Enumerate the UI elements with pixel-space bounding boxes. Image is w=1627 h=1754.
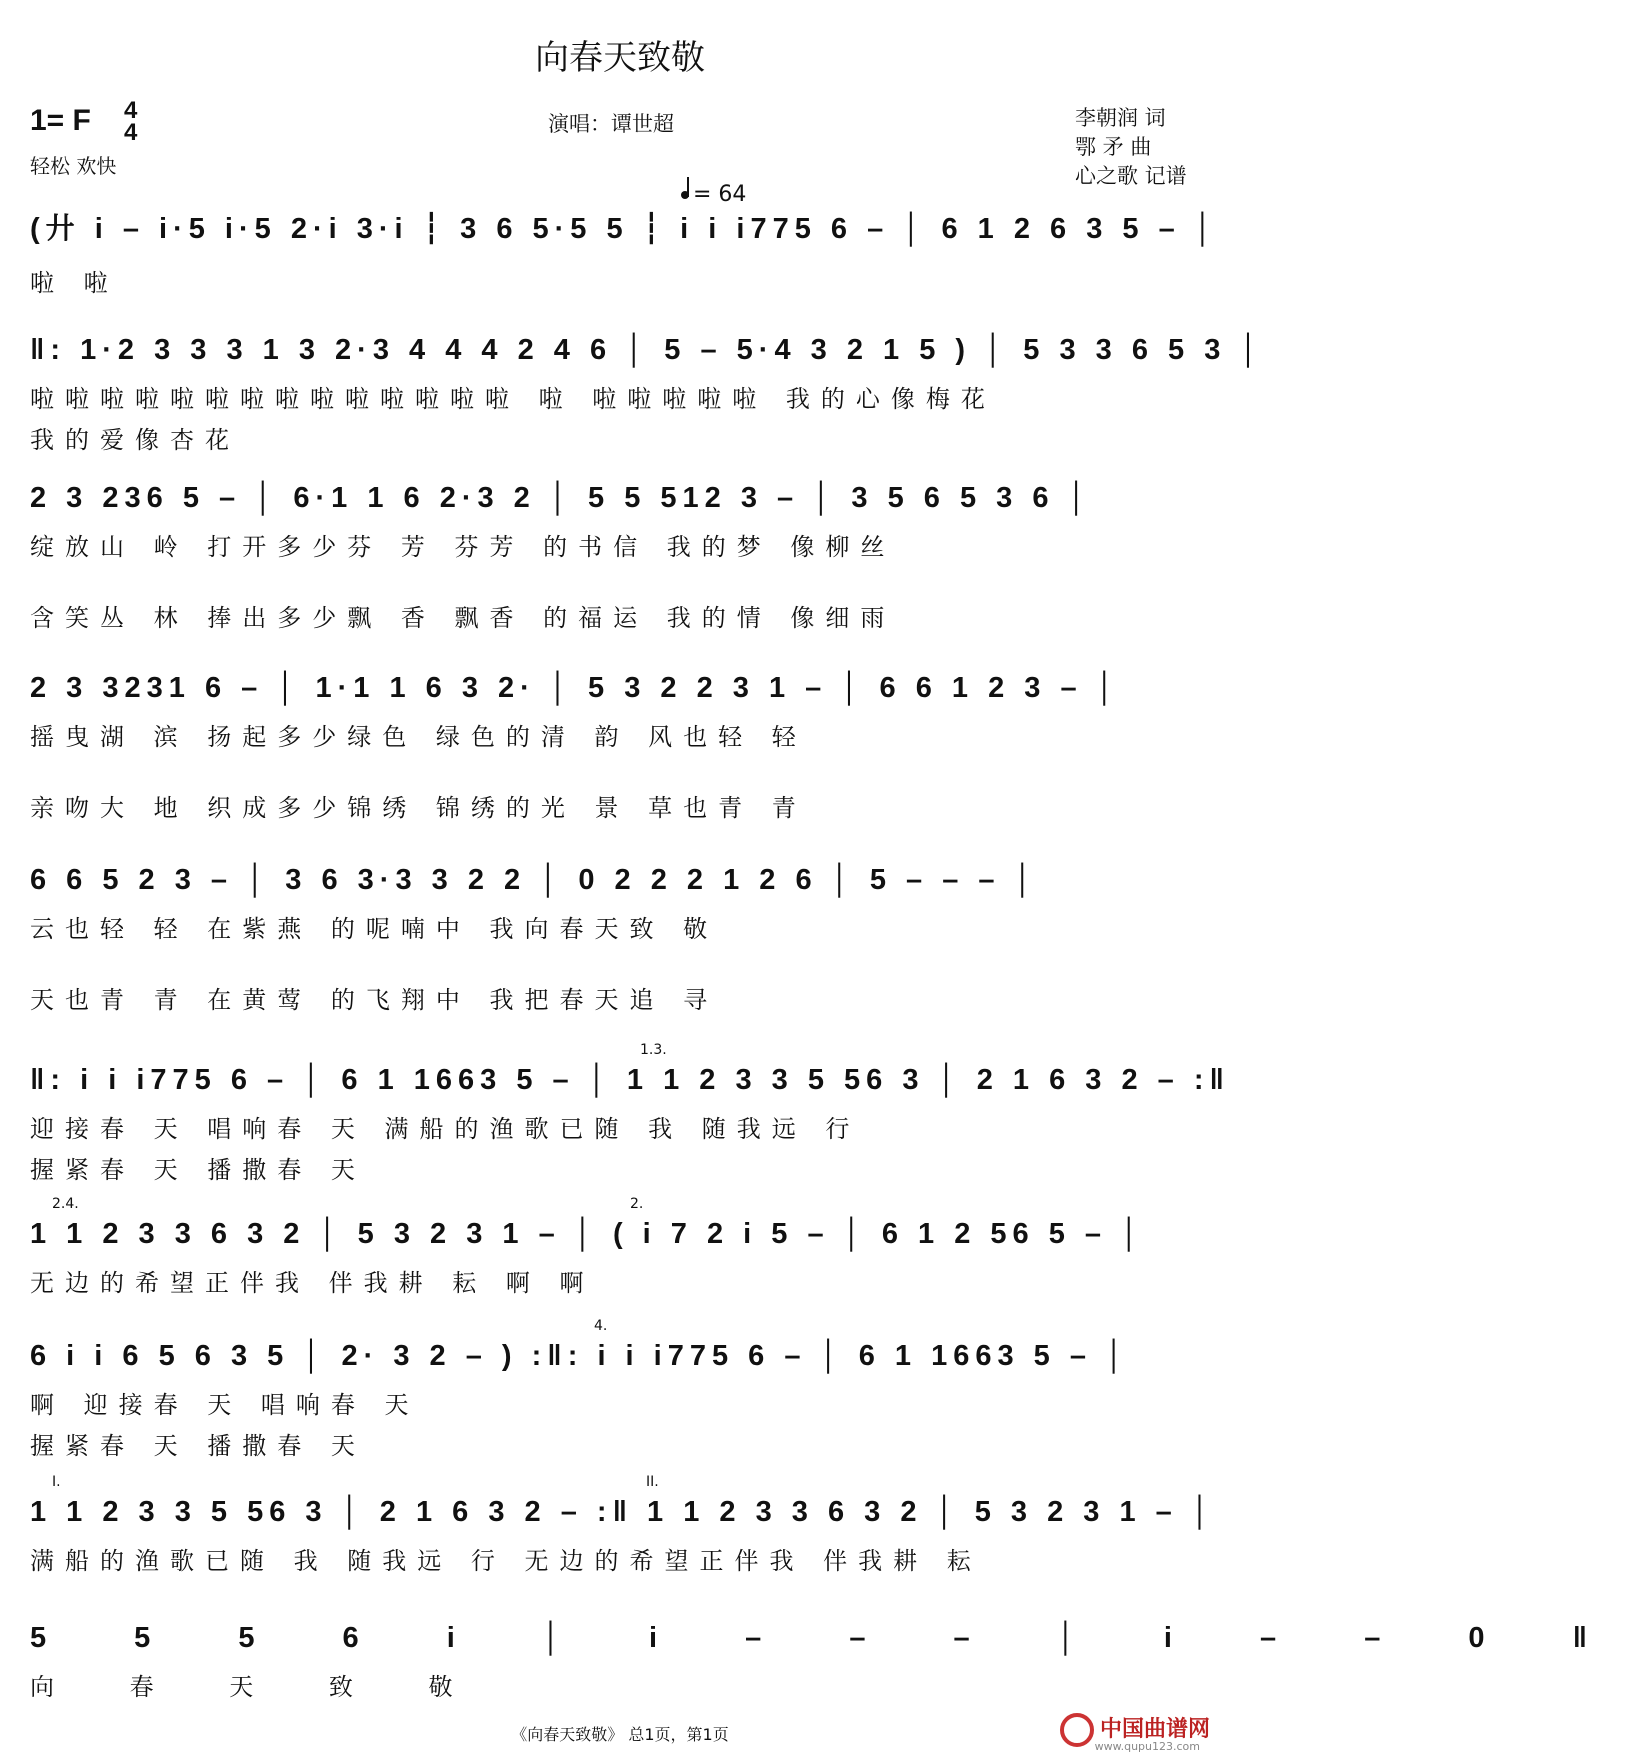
- notation-row: 2 3 236 5 – │ 6·1 1 6 2·3 2 │ 5 5 512 3 – │ 3 5 6 5 3 6 │: [30, 482, 1093, 514]
- score-line-1: [30, 206, 1219, 298]
- notation-row: ‖: 1·2 3 3 3 1 3 2·3 4 4 4 2 4 6 │ 5 – 5·4 3 2 1 5 ) │ 5 3 3 6 5 3 │: [30, 334, 1265, 366]
- lyric-row: 满船的渔歌已随 我 随我远 行 无边的希望正伴我 伴我耕 耘: [30, 1547, 982, 1575]
- logo-text: 中国曲谱网: [1099, 1717, 1210, 1742]
- volta-label: 2.: [630, 1196, 644, 1212]
- notation-row: 5 5 5 6 i │ i – – – │ i – – 0 ‖: [30, 1622, 1627, 1654]
- notation-row: ‖: i i i775 6 – │ 6 1 1663 5 – │ 1 1 2 3 3 5 56 3 │ 2 1 6 3 2 – :‖: [30, 1064, 1230, 1096]
- meter-bottom: 4: [124, 119, 138, 146]
- score-line-2: [30, 334, 1265, 455]
- tempo-value: = 64: [693, 182, 747, 207]
- lyric-row: 握紧春 天 播撒春 天: [30, 1156, 366, 1184]
- transcriber-credit: 心之歌 记谱: [1075, 164, 1187, 188]
- notation-row: 2 3 3231 6 – │ 1·1 1 6 3 2· │ 5 3 2 2 3 1 – │ 6 6 1 2 3 – │: [30, 672, 1121, 704]
- score-line-5: [30, 864, 1210, 1015]
- volta-label: 4.: [594, 1318, 608, 1334]
- page-footer: 《向春天致敬》 总1页，第1页: [511, 1725, 729, 1744]
- score-line-3: [30, 482, 1210, 633]
- score-line-9: [30, 1474, 1216, 1576]
- lyric-row: 啦啦啦啦啦啦啦啦啦啦啦啦啦啦 啦 啦啦啦啦啦 我的心像梅花: [30, 385, 996, 413]
- key-signature: 1= F: [30, 104, 91, 137]
- lyric-row: 含笑丛 林 捧出多少飘 香 飘香 的福运 我的情 像细雨: [30, 604, 896, 632]
- volta-label: 2.4.: [52, 1196, 79, 1212]
- site-url: www.qupu123.com: [1094, 1740, 1200, 1753]
- page-title: 向春天致敬: [535, 38, 705, 78]
- score-line-4: [30, 672, 1210, 823]
- lyric-row: 向 春 天 致 敬: [30, 1673, 487, 1701]
- lyric-row: 天也青 青 在黄莺 的飞翔中 我把春天追 寻: [30, 986, 719, 1014]
- lyric-row: 摇曳湖 滨 扬起多少绿色 绿色的清 韵 风也轻 轻: [30, 723, 807, 751]
- score-line-7: [30, 1196, 1210, 1298]
- meter-top: 4: [124, 97, 138, 124]
- lyric-row: 绽放山 岭 打开多少芬 芳 芬芳 的书信 我的梦 像柳丝: [30, 533, 896, 561]
- lyric-row: 啦 啦: [30, 269, 119, 297]
- notation-row: 1 1 2 3 3 5 56 3 │ 2 1 6 3 2 – :‖ 1 1 2 3 3 6 3 2 │ 5 3 2 3 1 – │: [30, 1496, 1216, 1528]
- score-line-8: [30, 1318, 1210, 1461]
- lyric-row: 我的爱像杏花: [30, 426, 240, 454]
- lyric-row: 亲吻大 地 织成多少锦绣 锦绣的光 景 草也青 青: [30, 794, 807, 822]
- lyric-row: 握紧春 天 播撒春 天: [30, 1432, 366, 1460]
- notation-row: 6 i i 6 5 6 3 5 │ 2· 3 2 – ) :‖: i i i775 6 – │ 6 1 1663 5 – │: [30, 1340, 1131, 1372]
- lyric-row: 啊 迎接春 天 唱响春 天: [30, 1391, 420, 1419]
- logo-icon: [1060, 1713, 1094, 1747]
- lyric-row: 云也轻 轻 在紫燕 的呢喃中 我向春天致 敬: [30, 915, 719, 943]
- credits: [1075, 104, 1187, 191]
- score-line-10: [30, 1622, 1627, 1702]
- score-line-6: [30, 1042, 1230, 1185]
- lyric-row: 迎接春 天 唱响春 天 满船的渔歌已随 我 随我远 行: [30, 1115, 861, 1143]
- notation-row: (廾 i – i·5 i·5 2·i 3·i ┆ 3 6 5·5 5 ┆ i i i775 6 – │ 6 1 2 6 3 5 – │: [30, 213, 1219, 245]
- tempo-marking: [681, 182, 746, 207]
- time-signature: [124, 97, 138, 146]
- notation-row: 6 6 5 2 3 – │ 3 6 3·3 3 2 2 │ 0 2 2 2 1 2 6 │ 5 – – – │: [30, 864, 1039, 896]
- lyric-row: 无边的希望正伴我 伴我耕 耘 啊 啊: [30, 1269, 595, 1297]
- notation-row: 1 1 2 3 3 6 3 2 │ 5 3 2 3 1 – │ ( i 7 2 i 5 – │ 6 1 2 56 5 – │: [30, 1218, 1146, 1250]
- lyricist-credit: 李朝润 词: [1075, 106, 1166, 130]
- volta-label: 1.3.: [640, 1042, 667, 1058]
- volta-label: I.: [52, 1474, 61, 1490]
- mood-marking: 轻松 欢快: [30, 154, 117, 178]
- quarter-note-icon: [681, 191, 689, 199]
- volta-label: II.: [646, 1474, 659, 1490]
- singer-credit: 演唱：谭世超: [548, 112, 674, 136]
- composer-credit: 鄂 矛 曲: [1075, 135, 1152, 159]
